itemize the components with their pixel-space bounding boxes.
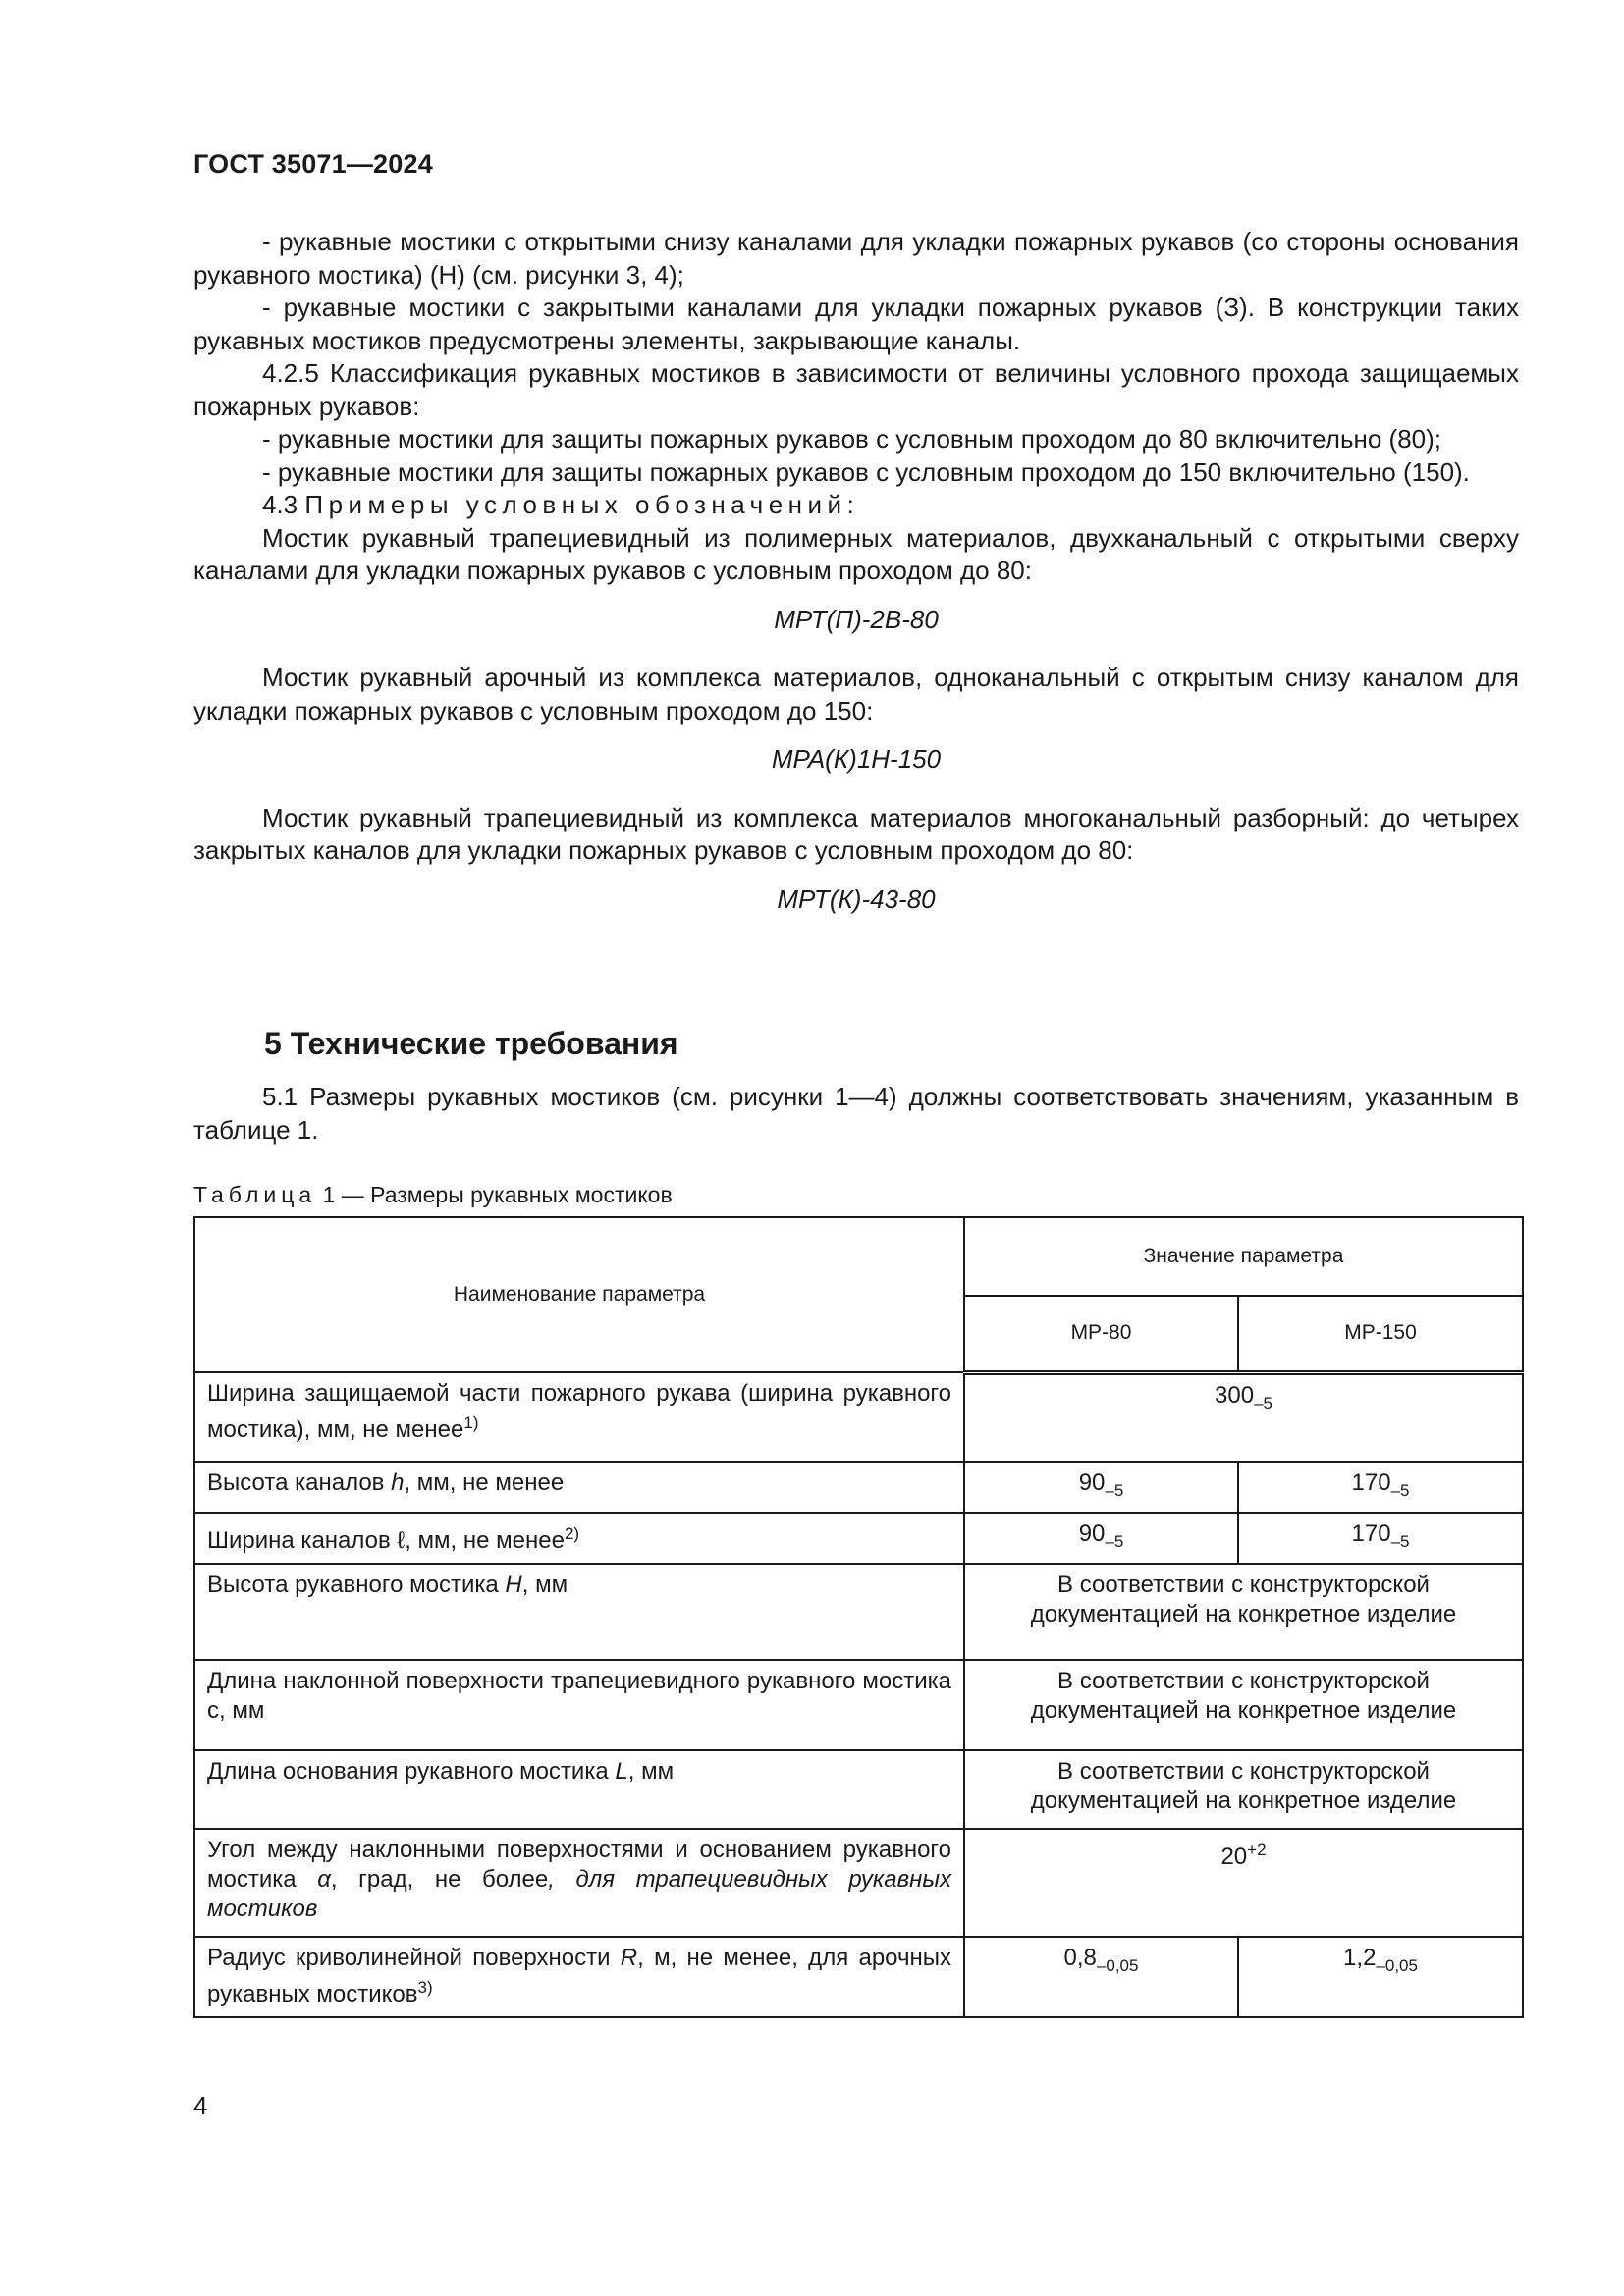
cell-text: , мм xyxy=(627,1757,675,1785)
section-title: 5 Технические требования xyxy=(264,1026,678,1061)
table-caption-text: 1 — Размеры рукавных мостиков xyxy=(316,1182,673,1207)
header-parameter-name: Наименование параметра xyxy=(194,1217,964,1372)
symbol: α xyxy=(317,1865,331,1893)
symbol: L xyxy=(615,1757,628,1785)
paragraph-dn80: - рукавные мостики для защиты пожарных рукавов с условным проходом до 80 включительно (80); xyxy=(262,424,1441,454)
row-bridge-height xyxy=(194,1564,964,1660)
cell-text: Длина основания рукавного мостика xyxy=(207,1757,616,1785)
paragraph-closed-channels: - рукавные мостики с закрытыми каналами для укладки пожарных рукавов (З). В конструкции таких рукавных мостиков предусмотрены элементы, закрывающие каналы. xyxy=(193,293,1519,355)
clause-colon: : xyxy=(846,490,854,519)
value-text: 1,2 xyxy=(1343,1944,1377,1971)
cell-text: Ширина защищаемой части пожарного рукава (ширина рукавного мостика), мм, не менее xyxy=(207,1380,951,1443)
value-cell xyxy=(964,1829,1523,1937)
tolerance: –5 xyxy=(1390,1480,1410,1500)
page-number: 4 xyxy=(193,2091,208,2120)
clause-title: Примеры условных обозначений xyxy=(304,490,847,519)
table-row xyxy=(194,1462,1523,1513)
footnote-mark: 3) xyxy=(417,1977,433,1997)
symbol: h xyxy=(391,1469,405,1496)
table-row xyxy=(194,1564,1523,1660)
table-row xyxy=(194,1829,1523,1937)
row-radius xyxy=(194,1937,964,2017)
value-cell: В соответствии с конструкторской документацией на конкретное изделие xyxy=(964,1750,1523,1829)
cell-text: , м, не менее, для арочных рукавных мостиков xyxy=(207,1944,951,2007)
value-cell: В соответствии с конструкторской документацией на конкретное изделие xyxy=(964,1564,1523,1660)
symbol: H xyxy=(505,1571,522,1598)
value-cell xyxy=(964,1372,1523,1462)
value-text: 300 xyxy=(1215,1381,1255,1409)
value-text: 90 xyxy=(1078,1520,1106,1547)
row-incline-length: Длина наклонной поверхности трапециевидного рукавного мостика с, мм xyxy=(194,1660,964,1750)
clause-number: 4.3 xyxy=(262,490,298,519)
cell-text: Угол между наклонными поверхностями и основанием рукавного мостика xyxy=(207,1836,951,1893)
tolerance: +2 xyxy=(1247,1840,1267,1859)
footnote-mark: 1) xyxy=(463,1414,479,1432)
paragraph-5-1: 5.1 Размеры рукавных мостиков (см. рисунки 1—4) должны соответствовать значениям, указанным в таблице 1. xyxy=(193,1082,1519,1145)
value-text: 170 xyxy=(1351,1469,1391,1496)
header-parameter-value: Значение параметра xyxy=(964,1217,1523,1296)
cell-text: , мм xyxy=(521,1571,568,1598)
value-cell xyxy=(1238,1513,1523,1564)
cell-text: Ширина каналов ℓ, мм, не менее xyxy=(207,1526,565,1554)
paragraph-open-bottom: - рукавные мостики с открытыми снизу каналами для укладки пожарных рукавов (со стороны основания рукавного мостика) (Н) (см. рисунки 3, 4); xyxy=(193,227,1519,290)
cell-text: Высота каналов xyxy=(207,1469,392,1496)
table-caption xyxy=(193,1182,673,1208)
table-row xyxy=(194,1513,1523,1564)
document-header: ГОСТ 35071—2024 xyxy=(193,149,433,179)
body-text xyxy=(193,226,1519,941)
tolerance: –0,05 xyxy=(1376,1955,1418,1975)
row-base-length xyxy=(194,1750,964,1829)
row-channel-height xyxy=(194,1462,964,1513)
table-row xyxy=(194,1937,1523,2017)
value-cell xyxy=(1238,1937,1523,2017)
table-row xyxy=(194,1372,1523,1462)
example-2-designation: МРА(К)1Н-150 xyxy=(771,744,942,774)
value-cell xyxy=(1238,1462,1523,1513)
value-text: 170 xyxy=(1351,1520,1391,1547)
paragraph-4-3 xyxy=(193,489,1519,522)
value-cell xyxy=(964,1513,1238,1564)
value-text: 0,8 xyxy=(1063,1944,1097,1971)
row-angle xyxy=(194,1829,964,1937)
tolerance: –0,05 xyxy=(1096,1955,1139,1975)
symbol: R xyxy=(620,1944,638,1971)
cell-text: , град, не более xyxy=(330,1865,549,1893)
tolerance: –5 xyxy=(1390,1531,1410,1551)
value-cell xyxy=(964,1462,1238,1513)
paragraph-dn150: - рукавные мостики для защиты пожарных рукавов с условным проходом до 150 включительно (150). xyxy=(262,456,1470,487)
dimensions-table xyxy=(193,1216,1524,2018)
table-row xyxy=(194,1750,1523,1829)
tolerance: –5 xyxy=(1254,1393,1272,1413)
cell-text: , для трапециевидных рукавных мостиков xyxy=(207,1865,951,1922)
cell-text: Высота рукавного мостика xyxy=(207,1571,506,1598)
example-2-text: Мостик рукавный арочный из комплекса материалов, одноканальный с открытым снизу каналом для укладки пожарных рукавов с условным проходом до 150: xyxy=(193,663,1519,725)
header-mp150: МР-150 xyxy=(1238,1296,1523,1372)
row-channel-width xyxy=(194,1513,964,1564)
value-cell: В соответствии с конструкторской документацией на конкретное изделие xyxy=(964,1660,1523,1750)
header-mp80: МР-80 xyxy=(964,1296,1238,1372)
value-cell xyxy=(964,1937,1238,2017)
value-text: 20 xyxy=(1220,1842,1248,1870)
value-text: 90 xyxy=(1078,1469,1106,1496)
table-caption-word: Таблица xyxy=(193,1182,317,1207)
tolerance: –5 xyxy=(1105,1480,1124,1500)
row-width-protected xyxy=(194,1372,964,1462)
cell-text: , мм, не менее xyxy=(404,1469,565,1496)
paragraph-4-2-5: 4.2.5 Классификация рукавных мостиков в зависимости от величины условного прохода защищаемых пожарных рукавов: xyxy=(193,358,1519,421)
table-row xyxy=(194,1660,1523,1750)
example-3-text: Мостик рукавный трапециевидный из комплекса материалов многоканальный разборный: до четырех закрытых каналов для укладки пожарных рукавов с условным проходом до 80: xyxy=(193,802,1519,865)
example-1-designation: МРТ(П)-2В-80 xyxy=(774,604,939,634)
footnote-mark: 2) xyxy=(564,1523,580,1543)
cell-text: Радиус криволинейной поверхности xyxy=(207,1944,621,1971)
example-3-designation: МРТ(К)-43-80 xyxy=(777,883,936,914)
example-1-text: Мостик рукавный трапециевидный из полимерных материалов, двухканальный с открытыми сверху каналами для укладки пожарных рукавов с условным проходом до 80: xyxy=(193,522,1519,585)
tolerance: –5 xyxy=(1105,1531,1124,1551)
